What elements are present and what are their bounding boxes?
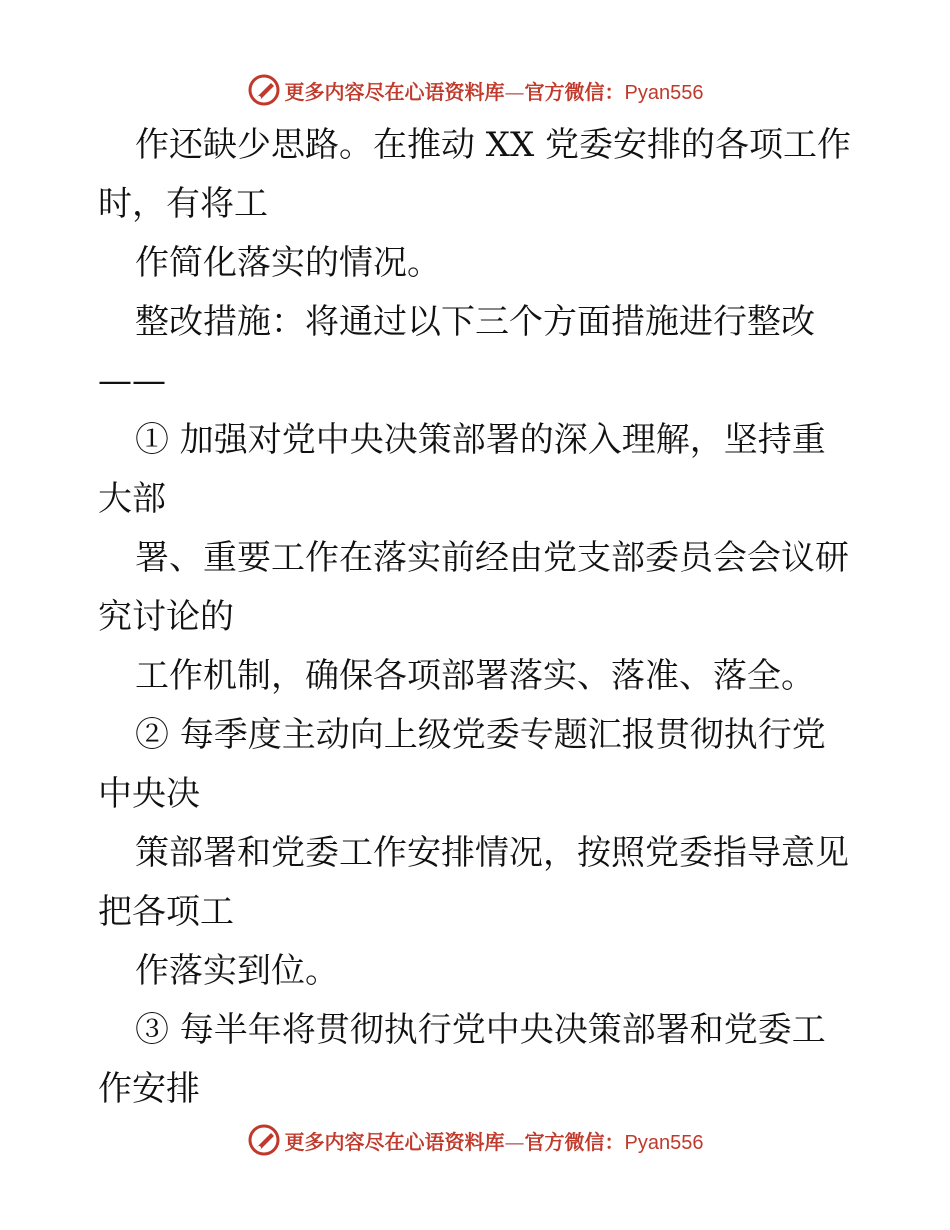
pen-logo-icon xyxy=(247,73,281,107)
body-line: ② 每季度主动向上级党委专题汇报贯彻执行党 xyxy=(135,715,826,755)
body-line: 作落实到位。 xyxy=(135,951,339,991)
header-banner xyxy=(0,70,950,110)
body-line: 工作机制，确保各项部署落实、落准、落全。 xyxy=(135,656,815,696)
body-line: 策部署和党委工作安排情况，按照党委指导意见 xyxy=(135,833,849,873)
footer-banner xyxy=(0,1120,950,1160)
body-line: 作简化落实的情况。 xyxy=(135,243,441,283)
body-line: 作安排 xyxy=(98,1069,200,1109)
wechat-id: Pyan556 xyxy=(624,81,704,104)
body-line: 整改措施：将通过以下三个方面措施进行整改 xyxy=(135,302,815,342)
body-line: 大部 xyxy=(98,479,166,519)
body-line: 时，有将工 xyxy=(98,184,268,224)
header-banner-text: 更多内容尽在心语资料库—官方微信：Pyan556 xyxy=(284,79,704,104)
pen-logo-icon xyxy=(247,1123,281,1157)
body-line: 把各项工 xyxy=(98,892,234,932)
wechat-id: Pyan556 xyxy=(624,1131,704,1154)
body-line: 署、重要工作在落实前经由党支部委员会会议研 xyxy=(135,538,849,578)
body-line: ③ 每半年将贯彻执行党中央决策部署和党委工 xyxy=(135,1010,826,1050)
footer-banner-text: 更多内容尽在心语资料库—官方微信：Pyan556 xyxy=(284,1129,704,1154)
body-line: —— xyxy=(98,361,166,401)
document-body xyxy=(98,116,898,1119)
body-line: 究讨论的 xyxy=(98,597,234,637)
body-line: 中央决 xyxy=(98,774,200,814)
body-line: 作还缺少思路。在推动 XX 党委安排的各项工作 xyxy=(135,125,852,165)
body-line: ① 加强对党中央决策部署的深入理解，坚持重 xyxy=(135,420,826,460)
